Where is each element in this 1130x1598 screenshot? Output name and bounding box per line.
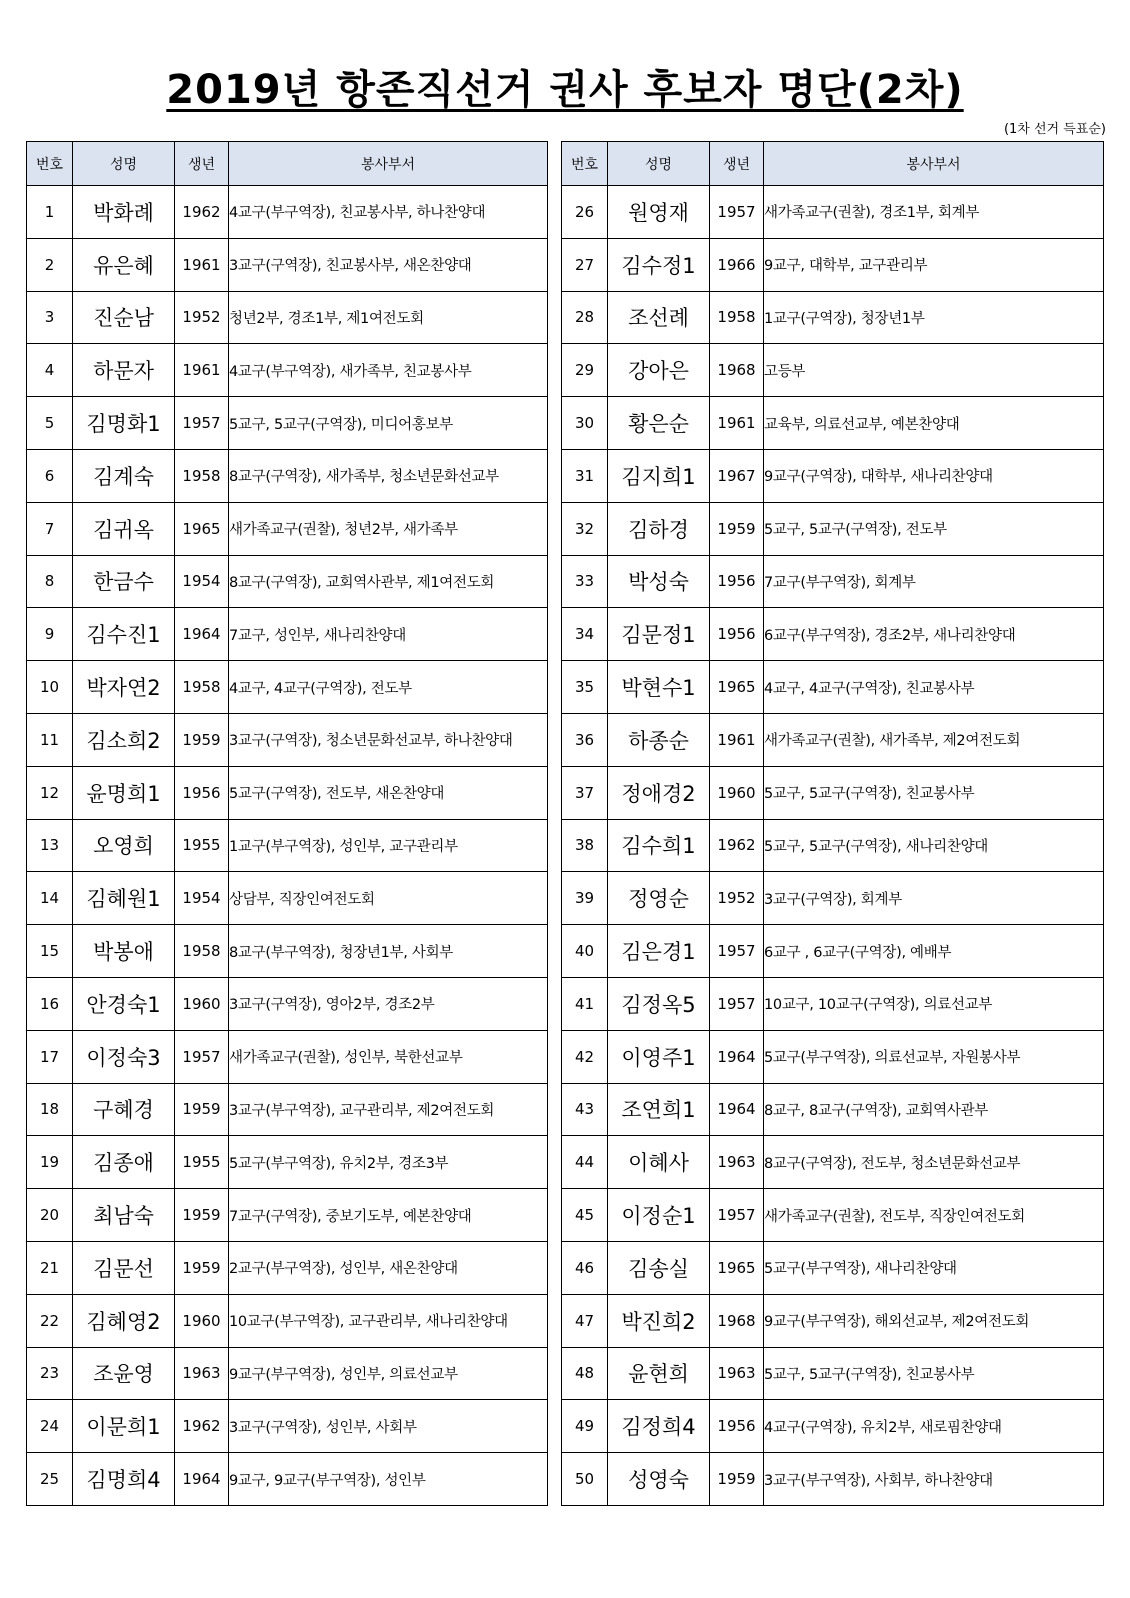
- cell-name: 박봉애: [73, 925, 175, 978]
- cell-number: 23: [27, 1347, 73, 1400]
- cell-name: 원영재: [608, 186, 710, 239]
- cell-birth-year: 1964: [710, 1030, 764, 1083]
- cell-number: 41: [562, 977, 608, 1030]
- cell-birth-year: 1964: [175, 1453, 229, 1506]
- table-row: [27, 397, 548, 450]
- cell-birth-year: 1957: [175, 1030, 229, 1083]
- table-row: [27, 238, 548, 291]
- cell-number: 21: [27, 1241, 73, 1294]
- cell-number: 27: [562, 238, 608, 291]
- cell-number: 16: [27, 977, 73, 1030]
- cell-departments: 새가족교구(권찰), 전도부, 직장인여전도회: [764, 1189, 1104, 1242]
- cell-birth-year: 1965: [175, 502, 229, 555]
- cell-birth-year: 1955: [175, 819, 229, 872]
- ranking-note: (1차 선거 득표순): [1003, 122, 1106, 137]
- header-year: 생년: [175, 142, 229, 186]
- table-row: [27, 1083, 548, 1136]
- cell-name: 윤명희1: [73, 766, 175, 819]
- cell-departments: 8교구(구역장), 새가족부, 청소년문화선교부: [229, 449, 548, 502]
- cell-birth-year: 1962: [175, 1400, 229, 1453]
- cell-birth-year: 1957: [710, 977, 764, 1030]
- cell-birth-year: 1952: [710, 872, 764, 925]
- table-row: [562, 1030, 1104, 1083]
- cell-number: 13: [27, 819, 73, 872]
- cell-number: 20: [27, 1189, 73, 1242]
- cell-birth-year: 1964: [175, 608, 229, 661]
- cell-departments: 8교구(구역장), 교회역사관부, 제1여전도회: [229, 555, 548, 608]
- cell-name: 김문정1: [608, 608, 710, 661]
- candidate-table-right: [561, 141, 1104, 1506]
- page-title-text: 2019년 항존직선거 권사 후보자 명단(2차): [166, 67, 964, 113]
- cell-number: 29: [562, 344, 608, 397]
- cell-name: 김계숙: [73, 449, 175, 502]
- cell-departments: 8교구, 8교구(구역장), 교회역사관부: [764, 1083, 1104, 1136]
- table-row: [562, 819, 1104, 872]
- cell-departments: 10교구(부구역장), 교구관리부, 새나리찬양대: [229, 1294, 548, 1347]
- cell-departments: 6교구(부구역장), 경조2부, 새나리찬양대: [764, 608, 1104, 661]
- table-body-right: [562, 186, 1104, 1506]
- cell-number: 5: [27, 397, 73, 450]
- cell-number: 34: [562, 608, 608, 661]
- cell-departments: 7교구(구역장), 중보기도부, 예본찬양대: [229, 1189, 548, 1242]
- cell-birth-year: 1959: [710, 502, 764, 555]
- cell-birth-year: 1959: [175, 1189, 229, 1242]
- cell-departments: 2교구(부구역장), 성인부, 새온찬양대: [229, 1241, 548, 1294]
- cell-name: 성영숙: [608, 1453, 710, 1506]
- cell-name: 김하경: [608, 502, 710, 555]
- cell-name: 조선례: [608, 291, 710, 344]
- cell-name: 김명희4: [73, 1453, 175, 1506]
- cell-name: 김명화1: [73, 397, 175, 450]
- cell-name: 오영희: [73, 819, 175, 872]
- cell-departments: 상담부, 직장인여전도회: [229, 872, 548, 925]
- table-row: [27, 1241, 548, 1294]
- table-row: [27, 977, 548, 1030]
- cell-name: 구혜경: [73, 1083, 175, 1136]
- cell-name: 정애경2: [608, 766, 710, 819]
- cell-number: 19: [27, 1136, 73, 1189]
- cell-birth-year: 1962: [710, 819, 764, 872]
- cell-departments: 5교구, 5교구(구역장), 친교봉사부: [764, 766, 1104, 819]
- cell-departments: 5교구(구역장), 전도부, 새온찬양대: [229, 766, 548, 819]
- cell-number: 25: [27, 1453, 73, 1506]
- cell-name: 이문희1: [73, 1400, 175, 1453]
- table-row: [562, 502, 1104, 555]
- cell-departments: 5교구, 5교구(구역장), 새나리찬양대: [764, 819, 1104, 872]
- cell-name: 박진희2: [608, 1294, 710, 1347]
- cell-birth-year: 1954: [175, 872, 229, 925]
- cell-number: 2: [27, 238, 73, 291]
- cell-name: 유은혜: [73, 238, 175, 291]
- cell-number: 50: [562, 1453, 608, 1506]
- cell-number: 42: [562, 1030, 608, 1083]
- table-row: [562, 713, 1104, 766]
- table-row: [27, 291, 548, 344]
- cell-departments: 교육부, 의료선교부, 예본찬양대: [764, 397, 1104, 450]
- cell-name: 김수희1: [608, 819, 710, 872]
- cell-number: 8: [27, 555, 73, 608]
- cell-birth-year: 1960: [175, 977, 229, 1030]
- cell-birth-year: 1958: [175, 661, 229, 714]
- cell-birth-year: 1960: [710, 766, 764, 819]
- cell-name: 김문선: [73, 1241, 175, 1294]
- header-name: 성명: [73, 142, 175, 186]
- cell-departments: 8교구(구역장), 전도부, 청소년문화선교부: [764, 1136, 1104, 1189]
- cell-number: 4: [27, 344, 73, 397]
- cell-departments: 7교구(부구역장), 회계부: [764, 555, 1104, 608]
- table-row: [562, 872, 1104, 925]
- cell-name: 이영주1: [608, 1030, 710, 1083]
- cell-number: 30: [562, 397, 608, 450]
- header-dept: 봉사부서: [764, 142, 1104, 186]
- cell-number: 7: [27, 502, 73, 555]
- table-row: [27, 1030, 548, 1083]
- cell-birth-year: 1960: [175, 1294, 229, 1347]
- cell-number: 45: [562, 1189, 608, 1242]
- cell-number: 47: [562, 1294, 608, 1347]
- cell-number: 18: [27, 1083, 73, 1136]
- cell-number: 43: [562, 1083, 608, 1136]
- cell-number: 9: [27, 608, 73, 661]
- cell-departments: 3교구(구역장), 친교봉사부, 새온찬양대: [229, 238, 548, 291]
- cell-name: 김종애: [73, 1136, 175, 1189]
- table-row: [562, 1400, 1104, 1453]
- table-row: [27, 1400, 548, 1453]
- cell-name: 김혜원1: [73, 872, 175, 925]
- cell-name: 정영순: [608, 872, 710, 925]
- cell-birth-year: 1954: [175, 555, 229, 608]
- cell-number: 26: [562, 186, 608, 239]
- cell-birth-year: 1957: [175, 397, 229, 450]
- cell-name: 김은경1: [608, 925, 710, 978]
- cell-departments: 4교구(구역장), 유치2부, 새로핌찬양대: [764, 1400, 1104, 1453]
- cell-birth-year: 1961: [175, 238, 229, 291]
- table-row: [562, 661, 1104, 714]
- cell-departments: 4교구(부구역장), 새가족부, 친교봉사부: [229, 344, 548, 397]
- cell-departments: 고등부: [764, 344, 1104, 397]
- table-row: [562, 1453, 1104, 1506]
- cell-birth-year: 1958: [175, 925, 229, 978]
- cell-name: 조연희1: [608, 1083, 710, 1136]
- cell-name: 박화례: [73, 186, 175, 239]
- cell-number: 33: [562, 555, 608, 608]
- cell-departments: 4교구(부구역장), 친교봉사부, 하나찬양대: [229, 186, 548, 239]
- cell-birth-year: 1961: [175, 344, 229, 397]
- cell-departments: 4교구, 4교구(구역장), 전도부: [229, 661, 548, 714]
- cell-name: 박성숙: [608, 555, 710, 608]
- table-row: [562, 1083, 1104, 1136]
- cell-number: 36: [562, 713, 608, 766]
- table-row: [27, 1294, 548, 1347]
- table-row: [562, 449, 1104, 502]
- cell-name: 박현수1: [608, 661, 710, 714]
- table-row: [27, 872, 548, 925]
- cell-number: 32: [562, 502, 608, 555]
- table-header-row: [562, 142, 1104, 186]
- cell-number: 3: [27, 291, 73, 344]
- cell-name: 강아은: [608, 344, 710, 397]
- cell-number: 28: [562, 291, 608, 344]
- cell-number: 11: [27, 713, 73, 766]
- cell-departments: 3교구(구역장), 청소년문화선교부, 하나찬양대: [229, 713, 548, 766]
- cell-number: 39: [562, 872, 608, 925]
- table-row: [562, 186, 1104, 239]
- cell-birth-year: 1964: [710, 1083, 764, 1136]
- cell-name: 김수진1: [73, 608, 175, 661]
- cell-name: 김지희1: [608, 449, 710, 502]
- cell-name: 김정희4: [608, 1400, 710, 1453]
- table-row: [27, 819, 548, 872]
- cell-birth-year: 1955: [175, 1136, 229, 1189]
- header-num: 번호: [562, 142, 608, 186]
- cell-departments: 5교구, 5교구(구역장), 전도부: [764, 502, 1104, 555]
- cell-departments: 9교구, 9교구(부구역장), 성인부: [229, 1453, 548, 1506]
- cell-name: 하문자: [73, 344, 175, 397]
- table-row: [27, 1136, 548, 1189]
- cell-departments: 9교구, 대학부, 교구관리부: [764, 238, 1104, 291]
- cell-number: 10: [27, 661, 73, 714]
- table-row: [562, 1294, 1104, 1347]
- cell-departments: 새가족교구(권찰), 성인부, 북한선교부: [229, 1030, 548, 1083]
- cell-name: 조윤영: [73, 1347, 175, 1400]
- cell-birth-year: 1956: [710, 1400, 764, 1453]
- cell-name: 김송실: [608, 1241, 710, 1294]
- cell-birth-year: 1963: [710, 1347, 764, 1400]
- table-header-row: [27, 142, 548, 186]
- table-row: [27, 344, 548, 397]
- cell-birth-year: 1959: [175, 1083, 229, 1136]
- cell-name: 이정숙3: [73, 1030, 175, 1083]
- table-row: [27, 186, 548, 239]
- cell-birth-year: 1956: [175, 766, 229, 819]
- header-num: 번호: [27, 142, 73, 186]
- cell-number: 48: [562, 1347, 608, 1400]
- table-body-left: [27, 186, 548, 1506]
- cell-departments: 5교구(부구역장), 유치2부, 경조3부: [229, 1136, 548, 1189]
- cell-departments: 9교구(부구역장), 성인부, 의료선교부: [229, 1347, 548, 1400]
- cell-number: 49: [562, 1400, 608, 1453]
- cell-name: 황은순: [608, 397, 710, 450]
- table-row: [27, 502, 548, 555]
- table-row: [562, 1241, 1104, 1294]
- cell-departments: 8교구(부구역장), 청장년1부, 사회부: [229, 925, 548, 978]
- cell-number: 38: [562, 819, 608, 872]
- table-row: [27, 1347, 548, 1400]
- cell-birth-year: 1963: [175, 1347, 229, 1400]
- cell-number: 40: [562, 925, 608, 978]
- table-row: [27, 608, 548, 661]
- cell-departments: 3교구(부구역장), 교구관리부, 제2여전도회: [229, 1083, 548, 1136]
- cell-departments: 1교구(부구역장), 성인부, 교구관리부: [229, 819, 548, 872]
- cell-birth-year: 1958: [175, 449, 229, 502]
- cell-number: 1: [27, 186, 73, 239]
- cell-number: 6: [27, 449, 73, 502]
- cell-birth-year: 1961: [710, 713, 764, 766]
- header-dept: 봉사부서: [229, 142, 548, 186]
- cell-departments: 5교구, 5교구(구역장), 미디어홍보부: [229, 397, 548, 450]
- cell-birth-year: 1952: [175, 291, 229, 344]
- cell-name: 이정순1: [608, 1189, 710, 1242]
- header-year: 생년: [710, 142, 764, 186]
- cell-birth-year: 1968: [710, 1294, 764, 1347]
- cell-birth-year: 1957: [710, 925, 764, 978]
- table-row: [562, 1347, 1104, 1400]
- table-row: [27, 1453, 548, 1506]
- table-row: [562, 397, 1104, 450]
- cell-number: 46: [562, 1241, 608, 1294]
- cell-name: 최남숙: [73, 1189, 175, 1242]
- cell-departments: 9교구(부구역장), 해외선교부, 제2여전도회: [764, 1294, 1104, 1347]
- table-row: [27, 555, 548, 608]
- cell-name: 하종순: [608, 713, 710, 766]
- cell-departments: 새가족교구(권찰), 청년2부, 새가족부: [229, 502, 548, 555]
- cell-name: 진순남: [73, 291, 175, 344]
- cell-name: 김수정1: [608, 238, 710, 291]
- cell-birth-year: 1957: [710, 186, 764, 239]
- cell-birth-year: 1966: [710, 238, 764, 291]
- cell-departments: 7교구, 성인부, 새나리찬양대: [229, 608, 548, 661]
- cell-name: 박자연2: [73, 661, 175, 714]
- table-row: [562, 555, 1104, 608]
- cell-name: 안경숙1: [73, 977, 175, 1030]
- cell-departments: 3교구(구역장), 영아2부, 경조2부: [229, 977, 548, 1030]
- cell-birth-year: 1962: [175, 186, 229, 239]
- cell-name: 이혜사: [608, 1136, 710, 1189]
- cell-birth-year: 1965: [710, 1241, 764, 1294]
- cell-departments: 청년2부, 경조1부, 제1여전도회: [229, 291, 548, 344]
- table-row: [562, 344, 1104, 397]
- table-row: [562, 925, 1104, 978]
- cell-birth-year: 1968: [710, 344, 764, 397]
- cell-birth-year: 1959: [175, 1241, 229, 1294]
- cell-departments: 4교구, 4교구(구역장), 친교봉사부: [764, 661, 1104, 714]
- cell-birth-year: 1961: [710, 397, 764, 450]
- cell-number: 14: [27, 872, 73, 925]
- table-row: [27, 661, 548, 714]
- table-row: [27, 1189, 548, 1242]
- cell-departments: 3교구(구역장), 성인부, 사회부: [229, 1400, 548, 1453]
- cell-name: 김귀옥: [73, 502, 175, 555]
- cell-birth-year: 1956: [710, 555, 764, 608]
- cell-departments: 새가족교구(권찰), 경조1부, 회계부: [764, 186, 1104, 239]
- header-name: 성명: [608, 142, 710, 186]
- cell-birth-year: 1959: [175, 713, 229, 766]
- table-row: [562, 766, 1104, 819]
- cell-number: 35: [562, 661, 608, 714]
- table-row: [562, 238, 1104, 291]
- cell-number: 31: [562, 449, 608, 502]
- table-row: [27, 925, 548, 978]
- table-row: [562, 291, 1104, 344]
- cell-number: 22: [27, 1294, 73, 1347]
- cell-departments: 1교구(구역장), 청장년1부: [764, 291, 1104, 344]
- cell-birth-year: 1957: [710, 1189, 764, 1242]
- cell-number: 44: [562, 1136, 608, 1189]
- cell-name: 윤현희: [608, 1347, 710, 1400]
- cell-departments: 5교구(부구역장), 새나리찬양대: [764, 1241, 1104, 1294]
- cell-departments: 3교구(구역장), 회계부: [764, 872, 1104, 925]
- cell-birth-year: 1959: [710, 1453, 764, 1506]
- cell-name: 한금수: [73, 555, 175, 608]
- cell-number: 37: [562, 766, 608, 819]
- cell-departments: 6교구 , 6교구(구역장), 예배부: [764, 925, 1104, 978]
- page-title: [0, 58, 1130, 115]
- cell-number: 12: [27, 766, 73, 819]
- cell-departments: 10교구, 10교구(구역장), 의료선교부: [764, 977, 1104, 1030]
- table-row: [562, 977, 1104, 1030]
- table-row: [562, 1136, 1104, 1189]
- table-row: [27, 766, 548, 819]
- candidate-table-left: [26, 141, 548, 1506]
- table-row: [27, 713, 548, 766]
- cell-birth-year: 1965: [710, 661, 764, 714]
- table-row: [27, 449, 548, 502]
- cell-name: 김혜영2: [73, 1294, 175, 1347]
- cell-number: 15: [27, 925, 73, 978]
- cell-departments: 새가족교구(권찰), 새가족부, 제2여전도회: [764, 713, 1104, 766]
- cell-birth-year: 1956: [710, 608, 764, 661]
- cell-number: 17: [27, 1030, 73, 1083]
- cell-name: 김소희2: [73, 713, 175, 766]
- cell-birth-year: 1963: [710, 1136, 764, 1189]
- cell-departments: 3교구(부구역장), 사회부, 하나찬양대: [764, 1453, 1104, 1506]
- cell-departments: 5교구(부구역장), 의료선교부, 자원봉사부: [764, 1030, 1104, 1083]
- cell-name: 김정옥5: [608, 977, 710, 1030]
- cell-birth-year: 1958: [710, 291, 764, 344]
- table-row: [562, 1189, 1104, 1242]
- cell-departments: 9교구(구역장), 대학부, 새나리찬양대: [764, 449, 1104, 502]
- cell-number: 24: [27, 1400, 73, 1453]
- cell-departments: 5교구, 5교구(구역장), 친교봉사부: [764, 1347, 1104, 1400]
- cell-birth-year: 1967: [710, 449, 764, 502]
- table-row: [562, 608, 1104, 661]
